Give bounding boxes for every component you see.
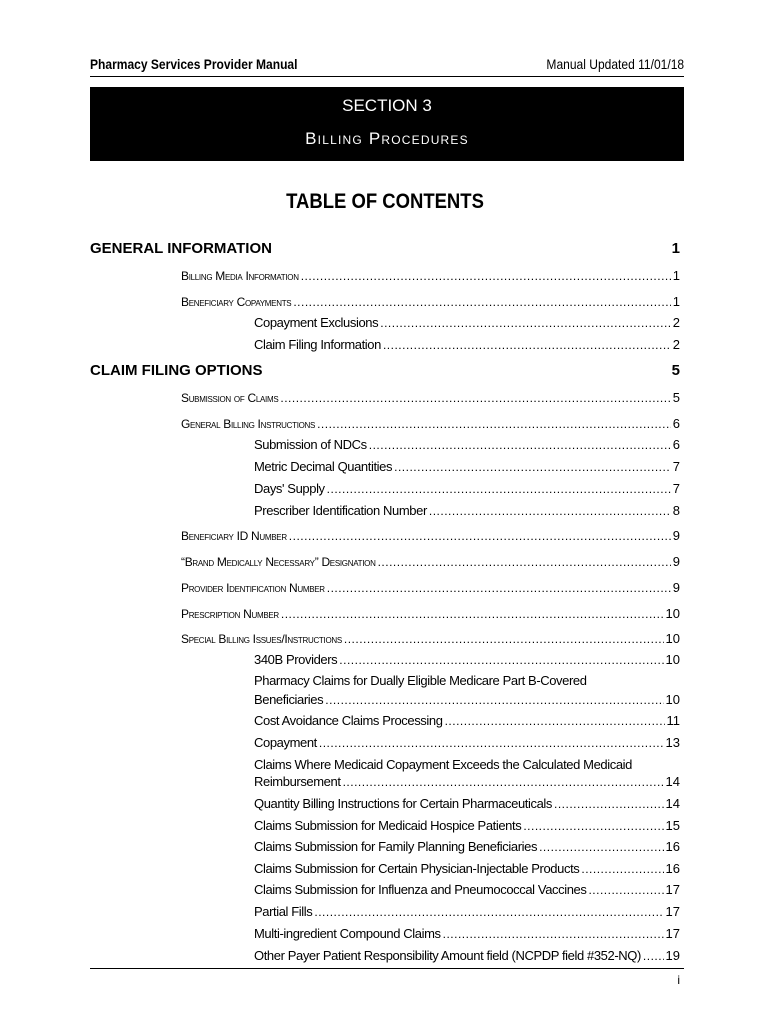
toc-entry-family-planning[interactable]: Claims Submission for Family Planning Beneficiaries ..... 16 bbox=[254, 839, 680, 857]
manual-updated-date: Manual Updated 11/01/18 bbox=[546, 56, 684, 72]
toc-entry-beneficiary-copayments[interactable]: Beneficiary Copayments ..... 1 bbox=[181, 294, 680, 312]
toc-entry-provider-identification-number[interactable]: Provider Identification Number ..... 9 bbox=[181, 580, 680, 598]
toc-entry-prescriber-identification-number[interactable]: Prescriber Identification Number ..... 8 bbox=[254, 503, 680, 521]
toc-entry-copayment-exclusions[interactable]: Copayment Exclusions ..... 2 bbox=[254, 315, 680, 333]
toc-heading: TABLE OF CONTENTS bbox=[286, 190, 484, 213]
toc-entry-dually-eligible-line2[interactable]: Beneficiaries ..... 10 bbox=[254, 692, 680, 710]
toc-entry-hospice-patients[interactable]: Claims Submission for Medicaid Hospice Patients ..... 15 bbox=[254, 818, 680, 836]
toc-entry-submission-of-ndcs[interactable]: Submission of NDCs ..... 6 bbox=[254, 437, 680, 455]
toc-entry-other-payer-patient-responsibility[interactable]: Other Payer Patient Responsibility Amount field (NCPDP field #352-NQ) ..... 19 bbox=[254, 948, 680, 966]
toc-entry-metric-decimal-quantities[interactable]: Metric Decimal Quantities ..... 7 bbox=[254, 459, 680, 477]
toc-entry-beneficiary-id-number[interactable]: Beneficiary ID Number ..... 9 bbox=[181, 528, 680, 546]
toc-entry-submission-of-claims[interactable]: Submission of Claims ..... 5 bbox=[181, 390, 680, 408]
toc-entry-billing-media-information[interactable]: Billing Media Information ..... 1 bbox=[181, 268, 680, 286]
toc-entry-prescription-number[interactable]: Prescription Number ..... 10 bbox=[181, 606, 680, 624]
toc-entry-cost-avoidance[interactable]: Cost Avoidance Claims Processing ..... 11 bbox=[254, 713, 680, 731]
footer-rule bbox=[90, 968, 684, 969]
toc-entry-influenza-vaccines[interactable]: Claims Submission for Influenza and Pneumococcal Vaccines ..... 17 bbox=[254, 882, 680, 900]
toc-section-claim-filing-options[interactable]: CLAIM FILING OPTIONS 5 bbox=[90, 362, 680, 379]
toc-entry-claim-filing-information[interactable]: Claim Filing Information ..... 2 bbox=[254, 337, 680, 355]
toc-entry-quantity-billing[interactable]: Quantity Billing Instructions for Certain Pharmaceuticals ..... 14 bbox=[254, 796, 680, 814]
section-number: SECTION 3 bbox=[342, 96, 432, 115]
toc-entry-copayment-exceeds-line2[interactable]: Reimbursement ..... 14 bbox=[254, 774, 680, 792]
toc-entry-physician-injectable[interactable]: Claims Submission for Certain Physician-Injectable Products ..... 16 bbox=[254, 861, 680, 879]
toc-entry-partial-fills[interactable]: Partial Fills ..... 17 bbox=[254, 904, 680, 922]
toc-entry-general-billing-instructions[interactable]: General Billing Instructions ..... 6 bbox=[181, 416, 680, 434]
toc-entry-340b-providers[interactable]: 340B Providers ..... 10 bbox=[254, 652, 680, 670]
section-banner bbox=[90, 87, 684, 161]
toc-entry-copayment-exceeds-line1[interactable]: Claims Where Medicaid Copayment Exceeds the Calculated Medicaid bbox=[254, 757, 632, 772]
toc-entry-days-supply[interactable]: Days' Supply ..... 7 bbox=[254, 481, 680, 499]
toc-section-general-information[interactable]: GENERAL INFORMATION 1 bbox=[90, 240, 680, 257]
section-title: Billing Procedures bbox=[305, 129, 469, 148]
page-number: i bbox=[677, 973, 680, 987]
toc-entry-copayment[interactable]: Copayment ..... 13 bbox=[254, 735, 680, 753]
manual-title: Pharmacy Services Provider Manual bbox=[90, 56, 298, 72]
toc-entry-brand-medically-necessary[interactable]: “Brand Medically Necessary” Designation ..... 9 bbox=[181, 554, 680, 572]
toc-entry-dually-eligible-line1[interactable]: Pharmacy Claims for Dually Eligible Medicare Part B-Covered bbox=[254, 673, 587, 688]
page-header bbox=[90, 56, 684, 77]
toc-entry-special-billing-issues[interactable]: Special Billing Issues/Instructions ..... 10 bbox=[181, 631, 680, 649]
toc-entry-compound-claims[interactable]: Multi-ingredient Compound Claims ..... 17 bbox=[254, 926, 680, 944]
